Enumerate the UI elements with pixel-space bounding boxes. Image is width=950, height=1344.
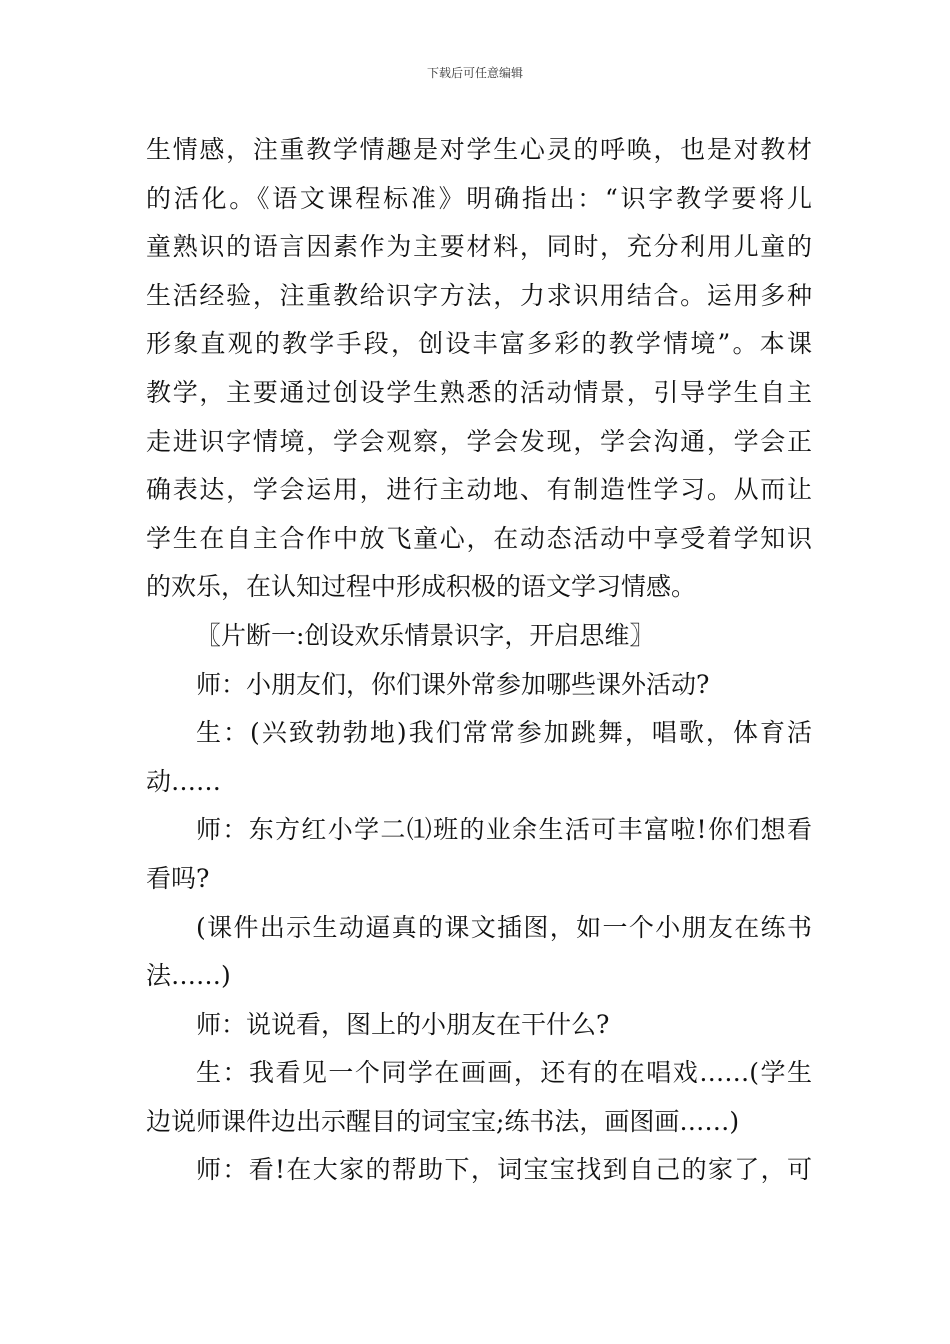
text-line: 教学，主要通过创设学生熟悉的活动情景，引导学生自主 <box>146 377 812 407</box>
text-line: 确表达，学会运用，进行主动地、有制造性学习。从而让 <box>146 475 812 505</box>
text-line: 生：(兴致勃勃地)我们常常参加跳舞，唱歌，体育活 <box>196 718 812 748</box>
text-line: 童熟识的语言因素作为主要材料，同时，充分利用儿童的 <box>146 232 812 262</box>
text-line: 动…… <box>146 766 222 796</box>
text-line: 走进识字情境，学会观察，学会发现，学会沟通，学会正 <box>146 426 812 456</box>
text-line: 师：东方红小学二⑴班的业余生活可丰富啦!你们想看 <box>196 815 812 845</box>
text-line: 师：小朋友们，你们课外常参加哪些课外活动? <box>196 669 710 699</box>
text-line: 师：说说看，图上的小朋友在干什么? <box>196 1009 610 1039</box>
text-line: 的活化。《语文课程标准》明确指出：“识字教学要将儿 <box>146 183 812 213</box>
text-line: 学生在自主合作中放飞童心，在动态活动中享受着学知识 <box>146 523 812 553</box>
text-line: 生情感，注重教学情趣是对学生心灵的呼唤，也是对教材 <box>146 135 812 164</box>
text-line: 的欢乐，在认知过程中形成积极的语文学习情感。 <box>146 572 697 602</box>
text-line: 形象直观的教学手段，创设丰富多彩的教学情境”。本课 <box>146 329 812 359</box>
page-header: 下载后可任意编辑 <box>426 66 523 80</box>
text-line: (课件出示生动逼真的课文插图，如一个小朋友在练书 <box>196 912 812 942</box>
text-line: 生：我看见一个同学在画画，还有的在唱戏……(学生 <box>196 1058 812 1088</box>
text-line: 师：看!在大家的帮助下，词宝宝找到自己的家了，可 <box>196 1155 812 1185</box>
text-line: 〖片断一:创设欢乐情景识字，开启思维〗 <box>196 620 655 650</box>
text-line: 法……) <box>146 961 231 991</box>
document-body <box>146 126 812 1195</box>
text-line: 生活经验，注重教给识字方法，力求识用结合。运用多种 <box>146 280 812 310</box>
text-line: 边说师课件边出示醒目的词宝宝;练书法，画图画……) <box>146 1106 740 1136</box>
text-line: 看吗? <box>146 863 210 893</box>
